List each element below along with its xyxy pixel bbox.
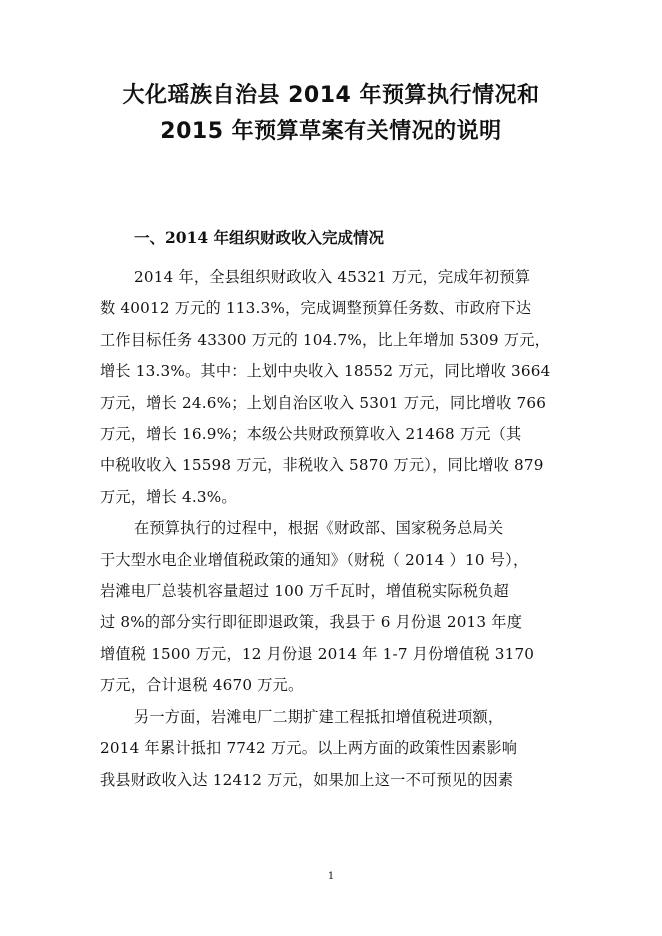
title-line: 大化瑶族自治县 2014 年预算执行情况和 [122,83,540,108]
paragraph-deduction [100,702,570,796]
text-line: 我县财政收入达 12412 万元，如果加上这一不可预见的因素 [100,770,514,789]
text-line: 于大型水电企业增值税政策的通知》（财税（ 2014 ）10 号）， [100,550,529,569]
text-line: 万元，增长 24.6%；上划自治区收入 5301 万元，同比增收 766 [100,393,547,412]
text-line: 2014 年累计抵扣 7742 万元。以上两方面的政策性因素影响 [100,739,518,758]
document-title [60,78,602,150]
section-heading: 一、2014 年组织财政收入完成情况 [134,228,385,247]
text-line: 增值税 1500 万元，12 月份退 2014 年 1-7 月份增值税 3170 [100,644,535,663]
text-line: 另一方面，岩滩电厂二期扩建工程抵扣增值税进项额， [134,707,504,726]
paragraph-tax-refund [100,513,570,701]
paragraph-revenue-summary [100,262,570,513]
title-line: 2015 年预算草案有关情况的说明 [160,119,502,144]
text-line: 在预算执行的过程中，根据《财政部、国家税务总局关 [134,519,504,538]
text-line: 万元，增长 4.3%。 [100,487,237,506]
document-body [100,262,570,796]
text-line: 过 8%的部分实行即征即退政策，我县于 6 月份退 2013 年度 [100,613,523,632]
text-line: 工作目标任务 43300 万元的 104.7%，比上年增加 5309 万元， [100,330,550,349]
page-number: 1 [327,871,335,882]
text-line: 数 40012 万元的 113.3%，完成调整预算任务数、市政府下达 [100,299,532,318]
text-line: 万元，增长 16.9%；本级公共财政预算收入 21468 万元（其 [100,425,522,444]
text-line: 2014 年，全县组织财政收入 45321 万元，完成年初预算 [134,268,531,286]
text-line: 中税收收入 15598 万元，非税收入 5870 万元），同比增收 879 [100,456,544,475]
text-line: 万元，合计退税 4670 万元。 [100,676,304,695]
text-line: 岩滩电厂总装机容量超过 100 万千瓦时，增值税实际税负超 [100,582,509,601]
text-line: 增长 13.3%。其中：上划中央收入 18552 万元，同比增收 3664 [100,362,551,381]
